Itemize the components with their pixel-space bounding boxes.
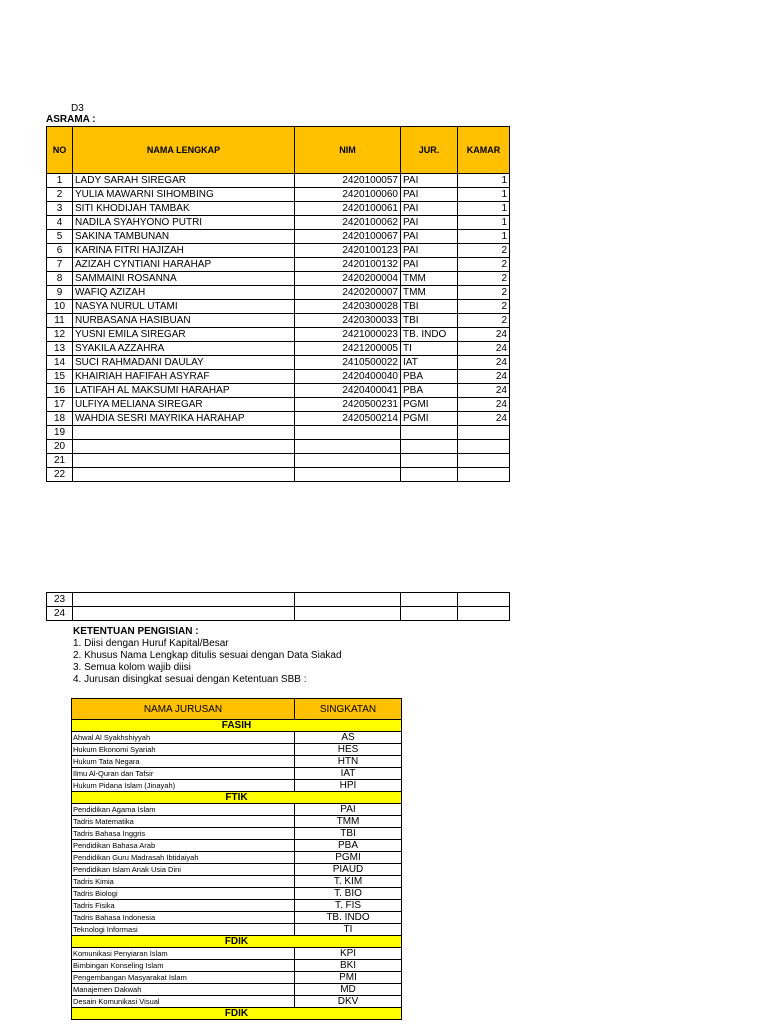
jurusan-row <box>72 840 402 852</box>
cell-jur: PAI <box>401 202 458 216</box>
table-row <box>47 202 510 216</box>
student-table-body <box>47 174 510 482</box>
cell-nama <box>73 426 295 440</box>
cell-nama: NURBASANA HASIBUAN <box>73 314 295 328</box>
cell-nim: 2420200004 <box>295 272 401 286</box>
jurusan-row <box>72 984 402 996</box>
faculty-name: FDIK <box>72 1008 402 1020</box>
jurusan-abbr: TB. INDO <box>295 912 402 924</box>
cell-no: 10 <box>47 300 73 314</box>
table-row <box>47 286 510 300</box>
cell-no: 5 <box>47 230 73 244</box>
cell-nim: 2420300028 <box>295 300 401 314</box>
faculty-row <box>72 720 402 732</box>
jurusan-name: Pendidikan Bahasa Arab <box>72 840 295 852</box>
col-header-nim: NIM <box>295 127 401 174</box>
table-row <box>47 468 510 482</box>
jurusan-name: Pendidikan Agama Islam <box>72 804 295 816</box>
jurusan-row <box>72 924 402 936</box>
cell-nim: 2421000023 <box>295 328 401 342</box>
jurusan-row <box>72 864 402 876</box>
cell-nama: YULIA MAWARNI SIHOMBING <box>73 188 295 202</box>
faculty-row <box>72 936 402 948</box>
cell-nim: 2410500022 <box>295 356 401 370</box>
cell-jur: TB. INDO <box>401 328 458 342</box>
jurusan-abbr: BKI <box>295 960 402 972</box>
cell-nim: 2420100067 <box>295 230 401 244</box>
cell-jur: PBA <box>401 370 458 384</box>
cell-kamar: 24 <box>458 398 510 412</box>
cell-nim <box>295 440 401 454</box>
jurusan-row <box>72 948 402 960</box>
jurusan-name: Pendidikan Guru Madrasah Ibtidaiyah <box>72 852 295 864</box>
cell-nama: LATIFAH AL MAKSUMI HARAHAP <box>73 384 295 398</box>
cell-kamar: 1 <box>458 202 510 216</box>
cell-nim: 2420100123 <box>295 244 401 258</box>
cell-kamar: 1 <box>458 230 510 244</box>
col-header-no: NO <box>47 127 73 174</box>
cell-nama: YUSNI EMILA SIREGAR <box>73 328 295 342</box>
cell-nama: LADY SARAH SIREGAR <box>73 174 295 188</box>
cell-no: 9 <box>47 286 73 300</box>
table-row <box>47 342 510 356</box>
table-row <box>47 398 510 412</box>
cell-kamar: 2 <box>458 286 510 300</box>
faculty-row <box>72 792 402 804</box>
rule-item: 4. Jurusan disingkat sesuai dengan Ketentuan SBB : <box>73 674 307 685</box>
jurusan-abbr: KPI <box>295 948 402 960</box>
table-row <box>47 230 510 244</box>
cell-no: 16 <box>47 384 73 398</box>
jurusan-name: Pengembangan Masyarakat Islam <box>72 972 295 984</box>
cell-nim: 2420500231 <box>295 398 401 412</box>
jurusan-row <box>72 744 402 756</box>
cell-kamar: 1 <box>458 216 510 230</box>
cell-nama <box>73 607 295 621</box>
cell-nim <box>295 426 401 440</box>
jurusan-name: Hukum Tata Negara <box>72 756 295 768</box>
jurusan-name: Tadris Matematika <box>72 816 295 828</box>
table-row <box>47 607 510 621</box>
cell-no: 2 <box>47 188 73 202</box>
jurusan-abbr: AS <box>295 732 402 744</box>
jurusan-name: Ilmu Al-Quran dan Tafsir <box>72 768 295 780</box>
cell-no: 8 <box>47 272 73 286</box>
table-row <box>47 188 510 202</box>
cell-jur: PAI <box>401 174 458 188</box>
cell-no: 4 <box>47 216 73 230</box>
jurusan-col-nama: NAMA JURUSAN <box>72 699 295 720</box>
jurusan-name: Hukum Pidana Islam (Jinayah) <box>72 780 295 792</box>
table-row <box>47 384 510 398</box>
jurusan-row <box>72 828 402 840</box>
faculty-name: FDIK <box>72 936 402 948</box>
cell-kamar <box>458 607 510 621</box>
cell-kamar: 24 <box>458 412 510 426</box>
jurusan-name: Tadris Biologi <box>72 888 295 900</box>
cell-nama: ULFIYA MELIANA SIREGAR <box>73 398 295 412</box>
jurusan-abbr: T. BIO <box>295 888 402 900</box>
cell-nim: 2420100061 <box>295 202 401 216</box>
jurusan-row <box>72 888 402 900</box>
table-row <box>47 412 510 426</box>
cell-no: 22 <box>47 468 73 482</box>
cell-nama: WAFIQ AZIZAH <box>73 286 295 300</box>
jurusan-table-body <box>72 720 402 1020</box>
jurusan-abbr: MD <box>295 984 402 996</box>
cell-jur: PAI <box>401 188 458 202</box>
cell-no: 20 <box>47 440 73 454</box>
cell-no: 17 <box>47 398 73 412</box>
cell-jur <box>401 593 458 607</box>
jurusan-name: Komunikasi Penyiaran Islam <box>72 948 295 960</box>
jurusan-table <box>71 698 402 1020</box>
cell-nim: 2420500214 <box>295 412 401 426</box>
cell-kamar: 2 <box>458 300 510 314</box>
cell-nama: NASYA NURUL UTAMI <box>73 300 295 314</box>
jurusan-abbr: TMM <box>295 816 402 828</box>
cell-kamar: 2 <box>458 244 510 258</box>
jurusan-abbr: T. FIS <box>295 900 402 912</box>
table-row <box>47 244 510 258</box>
jurusan-name: Manajemen Dakwah <box>72 984 295 996</box>
cell-kamar: 1 <box>458 188 510 202</box>
cell-nim: 2420400040 <box>295 370 401 384</box>
jurusan-row <box>72 996 402 1008</box>
cell-no: 14 <box>47 356 73 370</box>
sheet-code: D3 <box>71 103 84 114</box>
cell-jur: TMM <box>401 272 458 286</box>
jurusan-row <box>72 780 402 792</box>
cell-no: 6 <box>47 244 73 258</box>
col-header-jur: JUR. <box>401 127 458 174</box>
cell-nama: SAKINA TAMBUNAN <box>73 230 295 244</box>
cell-kamar: 24 <box>458 328 510 342</box>
table-row <box>47 272 510 286</box>
jurusan-abbr: PIAUD <box>295 864 402 876</box>
jurusan-name: Pendidikan Islam Anak Usia Dini <box>72 864 295 876</box>
cell-no: 15 <box>47 370 73 384</box>
col-header-kamar: KAMAR <box>458 127 510 174</box>
cell-nim <box>295 454 401 468</box>
cell-kamar: 24 <box>458 384 510 398</box>
cell-kamar: 24 <box>458 342 510 356</box>
cell-nama <box>73 593 295 607</box>
table-row <box>47 356 510 370</box>
table-row <box>47 370 510 384</box>
jurusan-name: Tadris Kimia <box>72 876 295 888</box>
cell-nim: 2420300033 <box>295 314 401 328</box>
cell-jur: TBI <box>401 300 458 314</box>
jurusan-col-singkatan: SINGKATAN <box>295 699 402 720</box>
cell-no: 12 <box>47 328 73 342</box>
asrama-label: ASRAMA : <box>46 114 96 125</box>
cell-nim: 2420100057 <box>295 174 401 188</box>
table-row <box>47 593 510 607</box>
cell-no: 13 <box>47 342 73 356</box>
student-table-continued <box>46 592 510 621</box>
rule-item: 1. Diisi dengan Huruf Kapital/Besar <box>73 638 229 649</box>
jurusan-abbr: T. KIM <box>295 876 402 888</box>
cell-nama: KHAIRIAH HAFIFAH ASYRAF <box>73 370 295 384</box>
cell-nim: 2420100062 <box>295 216 401 230</box>
cell-kamar: 24 <box>458 370 510 384</box>
cell-nama: SUCI RAHMADANI DAULAY <box>73 356 295 370</box>
cell-no: 19 <box>47 426 73 440</box>
jurusan-header-row <box>72 699 402 720</box>
rule-item: 2. Khusus Nama Lengkap ditulis sesuai dengan Data Siakad <box>73 650 342 661</box>
student-table <box>46 126 510 482</box>
cell-kamar <box>458 593 510 607</box>
cell-nama: SYAKILA AZZAHRA <box>73 342 295 356</box>
cell-kamar: 1 <box>458 174 510 188</box>
filling-rules <box>73 626 342 686</box>
jurusan-abbr: DKV <box>295 996 402 1008</box>
jurusan-row <box>72 732 402 744</box>
jurusan-abbr: TI <box>295 924 402 936</box>
cell-jur: PAI <box>401 230 458 244</box>
jurusan-row <box>72 756 402 768</box>
faculty-name: FASIH <box>72 720 402 732</box>
cell-nim <box>295 468 401 482</box>
jurusan-row <box>72 912 402 924</box>
cell-nim: 2420100060 <box>295 188 401 202</box>
table-row <box>47 216 510 230</box>
cell-jur <box>401 440 458 454</box>
cell-nim: 2420100132 <box>295 258 401 272</box>
table-row <box>47 454 510 468</box>
table-row <box>47 174 510 188</box>
cell-nama: NADILA SYAHYONO PUTRI <box>73 216 295 230</box>
cell-no: 7 <box>47 258 73 272</box>
jurusan-abbr: PMI <box>295 972 402 984</box>
jurusan-name: Desain Komunikasi Visual <box>72 996 295 1008</box>
jurusan-name: Teknologi Informasi <box>72 924 295 936</box>
table-row <box>47 314 510 328</box>
cell-no: 23 <box>47 593 73 607</box>
cell-jur: IAT <box>401 356 458 370</box>
jurusan-row <box>72 804 402 816</box>
jurusan-name: Ahwal Al Syakhshiyyah <box>72 732 295 744</box>
cell-kamar: 2 <box>458 258 510 272</box>
cell-nim <box>295 607 401 621</box>
cell-jur: PAI <box>401 216 458 230</box>
jurusan-abbr: TBI <box>295 828 402 840</box>
cell-no: 21 <box>47 454 73 468</box>
jurusan-row <box>72 900 402 912</box>
student-table-continued-body <box>47 593 510 621</box>
jurusan-row <box>72 960 402 972</box>
cell-nama: AZIZAH CYNTIANI HARAHAP <box>73 258 295 272</box>
cell-jur: PBA <box>401 384 458 398</box>
table-row <box>47 328 510 342</box>
jurusan-abbr: PAI <box>295 804 402 816</box>
faculty-row <box>72 1008 402 1020</box>
cell-nama: WAHDIA SESRI MAYRIKA HARAHAP <box>73 412 295 426</box>
cell-nama: KARINA FITRI HAJIZAH <box>73 244 295 258</box>
cell-jur: TMM <box>401 286 458 300</box>
jurusan-abbr: HPI <box>295 780 402 792</box>
table-row <box>47 300 510 314</box>
cell-nama: SAMMAINI ROSANNA <box>73 272 295 286</box>
table-row <box>47 258 510 272</box>
cell-no: 24 <box>47 607 73 621</box>
cell-no: 1 <box>47 174 73 188</box>
jurusan-name: Bimbingan Konseling Islam <box>72 960 295 972</box>
jurusan-abbr: PGMI <box>295 852 402 864</box>
cell-nim: 2421200005 <box>295 342 401 356</box>
jurusan-row <box>72 972 402 984</box>
cell-kamar <box>458 426 510 440</box>
cell-nim: 2420400041 <box>295 384 401 398</box>
cell-nim: 2420200007 <box>295 286 401 300</box>
cell-nama: SITI KHODIJAH TAMBAK <box>73 202 295 216</box>
cell-jur <box>401 607 458 621</box>
cell-nim <box>295 593 401 607</box>
cell-kamar <box>458 454 510 468</box>
cell-kamar: 24 <box>458 356 510 370</box>
jurusan-abbr: HES <box>295 744 402 756</box>
cell-kamar <box>458 440 510 454</box>
jurusan-abbr: IAT <box>295 768 402 780</box>
jurusan-row <box>72 816 402 828</box>
cell-jur: PGMI <box>401 398 458 412</box>
cell-jur: PGMI <box>401 412 458 426</box>
jurusan-row <box>72 852 402 864</box>
jurusan-name: Tadris Bahasa Inggris <box>72 828 295 840</box>
rule-item: 3. Semua kolom wajib diisi <box>73 662 191 673</box>
cell-no: 3 <box>47 202 73 216</box>
cell-no: 18 <box>47 412 73 426</box>
table-row <box>47 440 510 454</box>
cell-nama <box>73 468 295 482</box>
cell-nama <box>73 454 295 468</box>
jurusan-row <box>72 876 402 888</box>
jurusan-name: Tadris Fisika <box>72 900 295 912</box>
cell-jur: PAI <box>401 258 458 272</box>
faculty-name: FTIK <box>72 792 402 804</box>
cell-jur: TBI <box>401 314 458 328</box>
col-header-nama: NAMA LENGKAP <box>73 127 295 174</box>
cell-no: 11 <box>47 314 73 328</box>
cell-jur: TI <box>401 342 458 356</box>
table-row <box>47 426 510 440</box>
rules-title: KETENTUAN PENGISIAN : <box>73 626 199 637</box>
jurusan-abbr: PBA <box>295 840 402 852</box>
jurusan-name: Hukum Ekonomi Syariah <box>72 744 295 756</box>
table-header-row <box>47 127 510 174</box>
cell-kamar: 2 <box>458 272 510 286</box>
jurusan-row <box>72 768 402 780</box>
cell-jur <box>401 468 458 482</box>
cell-nama <box>73 440 295 454</box>
jurusan-name: Tadris Bahasa Indonesia <box>72 912 295 924</box>
cell-kamar: 2 <box>458 314 510 328</box>
cell-jur: PAI <box>401 244 458 258</box>
cell-jur <box>401 454 458 468</box>
cell-jur <box>401 426 458 440</box>
jurusan-abbr: HTN <box>295 756 402 768</box>
cell-kamar <box>458 468 510 482</box>
